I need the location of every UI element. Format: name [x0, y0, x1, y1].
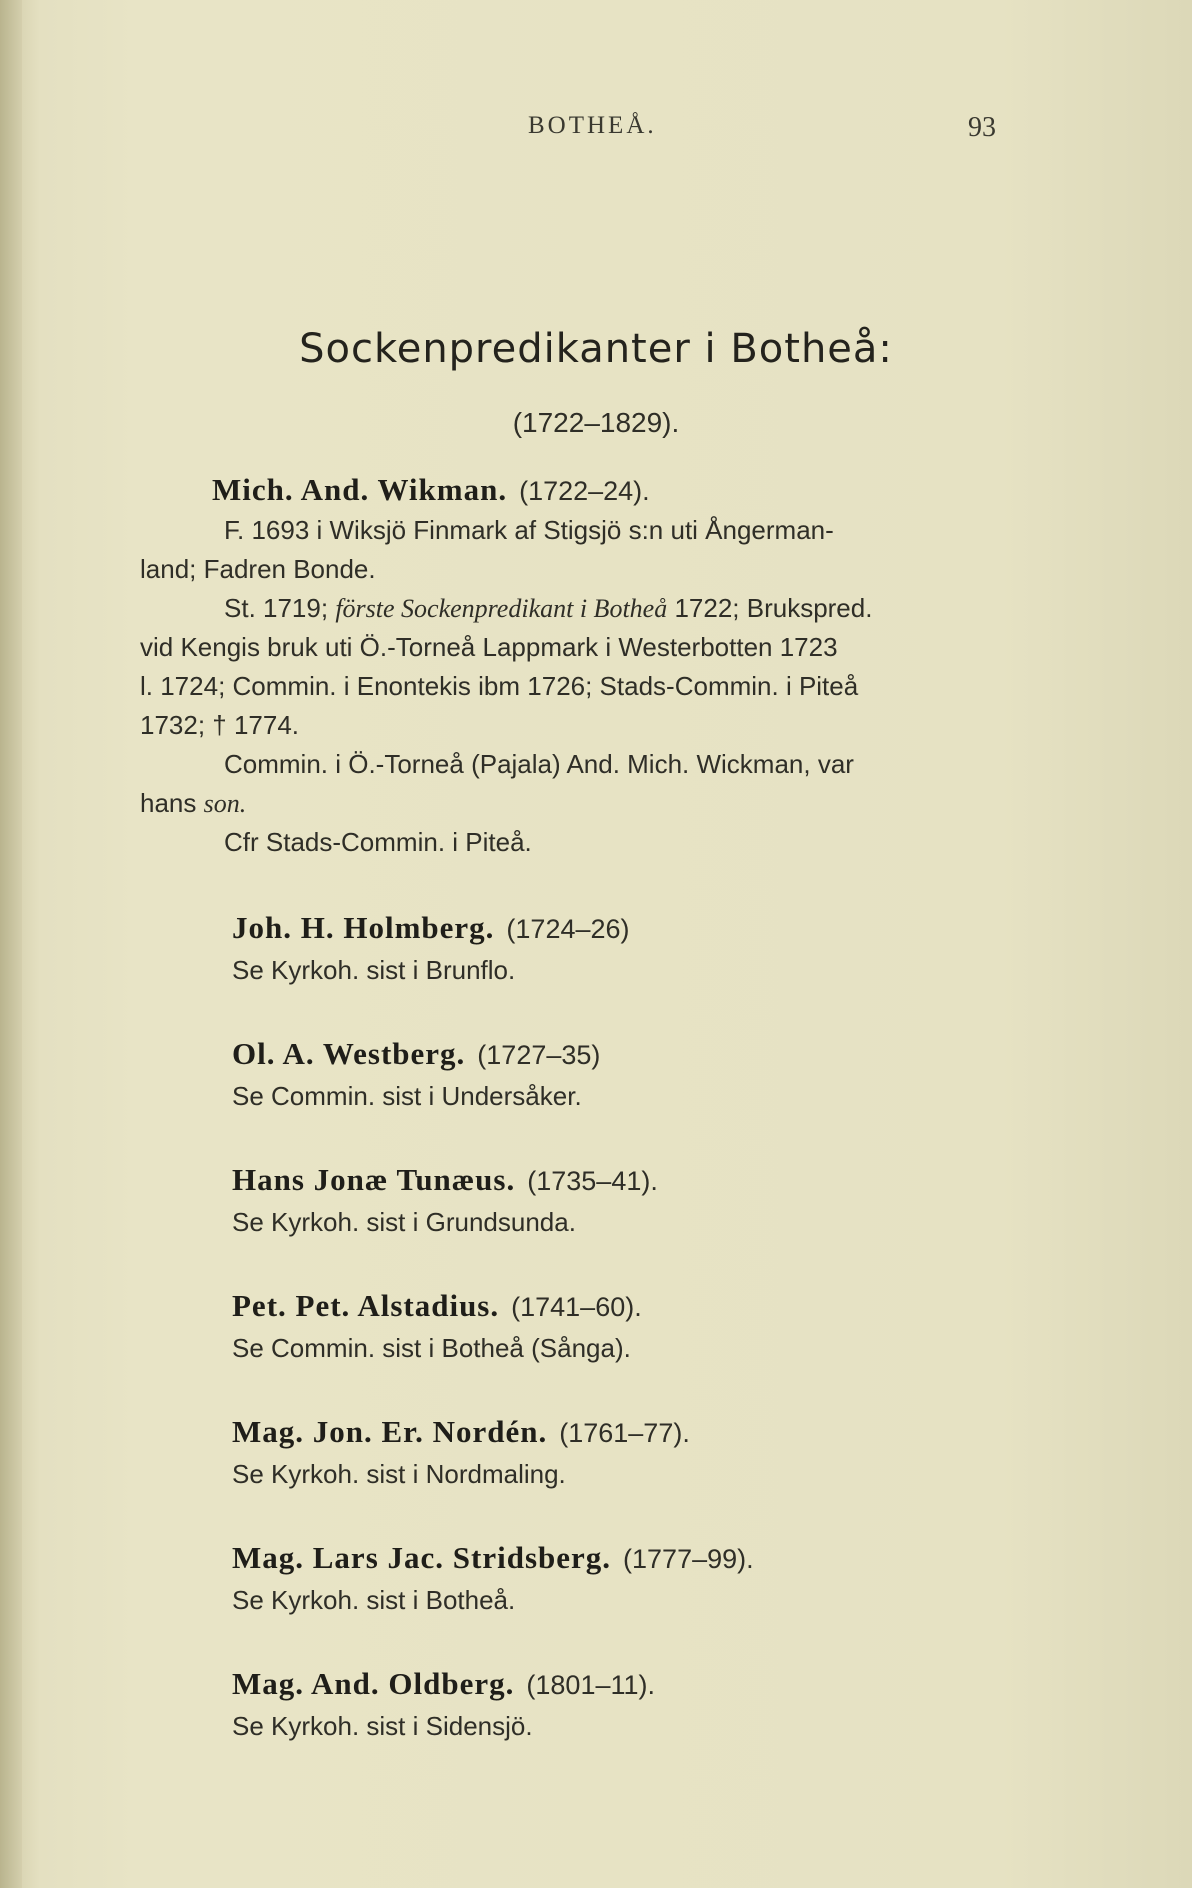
entry-tunaeus	[140, 1160, 1060, 1242]
text-line: land; Fadren Bonde.	[140, 554, 376, 584]
entry-years: (1741–60).	[511, 1292, 642, 1322]
entry-holmberg	[140, 908, 1060, 990]
text-fragment: 1722; Brukspred.	[667, 593, 873, 623]
entry-alstadius	[140, 1286, 1060, 1368]
section-years: (1722–1829).	[512, 407, 680, 438]
page-spine-shadow	[0, 0, 22, 1888]
entry-years: (1722–24).	[519, 476, 650, 506]
entry-heading	[140, 1160, 1060, 1201]
entry-name: Pet. Pet. Alstadius.	[232, 1288, 500, 1323]
entry-name: Mag. Jon. Er. Nordén.	[232, 1414, 548, 1449]
entry-years: (1724–26)	[506, 914, 630, 944]
text-line: F. 1693 i Wiksjö Finmark af Stigsjö s:n uti Ångerman-	[224, 515, 834, 545]
text-line: Commin. i Ö.-Torneå (Pajala) And. Mich. Wickman, var	[224, 749, 854, 779]
entry-reference: Se Commin. sist i Undersåker.	[232, 1081, 582, 1111]
text-line	[140, 784, 1060, 823]
entry-name: Mag. And. Oldberg.	[232, 1666, 515, 1701]
page-number: 93	[968, 112, 996, 143]
entry-norden	[140, 1412, 1060, 1494]
entry-name: Hans Jonæ Tunæus.	[232, 1162, 516, 1197]
entry-reference: Se Kyrkoh. sist i Grundsunda.	[232, 1207, 576, 1237]
italic-fragment: förste Sockenpredikant i Botheå	[335, 594, 668, 623]
entry-heading	[140, 1034, 1060, 1075]
entry-reference: Se Kyrkoh. sist i Nordmaling.	[232, 1459, 566, 1489]
text-line: vid Kengis bruk uti Ö.-Torneå Lappmark i Westerbotten 1723	[140, 632, 838, 662]
entry-name: Mich. And. Wikman.	[212, 472, 508, 507]
text-line: l. 1724; Commin. i Enontekis ibm 1726; Stads-Commin. i Piteå	[140, 671, 859, 701]
entry-reference: Se Kyrkoh. sist i Brunflo.	[232, 955, 516, 985]
section-title: Sockenpredikanter i Botheå:	[299, 326, 893, 372]
italic-fragment: son.	[203, 789, 247, 818]
entry-heading	[140, 1538, 1060, 1579]
text-line: Cfr Stads-Commin. i Piteå.	[224, 827, 532, 857]
entry-wikman	[140, 470, 1060, 862]
entry-name: Mag. Lars Jac. Stridsberg.	[232, 1540, 612, 1575]
running-head: BOTHEÅ.	[528, 112, 657, 139]
entry-reference: Se Kyrkoh. sist i Botheå.	[232, 1585, 516, 1615]
entry-years: (1761–77).	[559, 1418, 690, 1448]
entry-list	[140, 470, 1060, 1790]
entry-reference: Se Commin. sist i Botheå (Sånga).	[232, 1333, 631, 1363]
entry-oldberg	[140, 1664, 1060, 1746]
entry-heading	[140, 908, 1060, 949]
entry-heading	[140, 1286, 1060, 1327]
entry-name: Ol. A. Westberg.	[232, 1036, 466, 1071]
entry-heading	[140, 470, 1060, 511]
text-line: 1732; † 1774.	[140, 710, 300, 740]
text-fragment: hans	[140, 788, 204, 818]
entry-name: Joh. H. Holmberg.	[232, 910, 495, 945]
page-header	[0, 112, 1192, 152]
entry-years: (1777–99).	[623, 1544, 754, 1574]
entry-heading	[140, 1664, 1060, 1705]
entry-years: (1801–11).	[526, 1670, 655, 1700]
entry-years: (1727–35)	[477, 1040, 601, 1070]
entry-reference: Se Kyrkoh. sist i Sidensjö.	[232, 1711, 533, 1741]
entry-westberg	[140, 1034, 1060, 1116]
text-line	[140, 589, 1060, 628]
text-fragment: St. 1719;	[224, 593, 336, 623]
entry-stridsberg	[140, 1538, 1060, 1620]
entry-heading	[140, 1412, 1060, 1453]
entry-years: (1735–41).	[527, 1166, 658, 1196]
